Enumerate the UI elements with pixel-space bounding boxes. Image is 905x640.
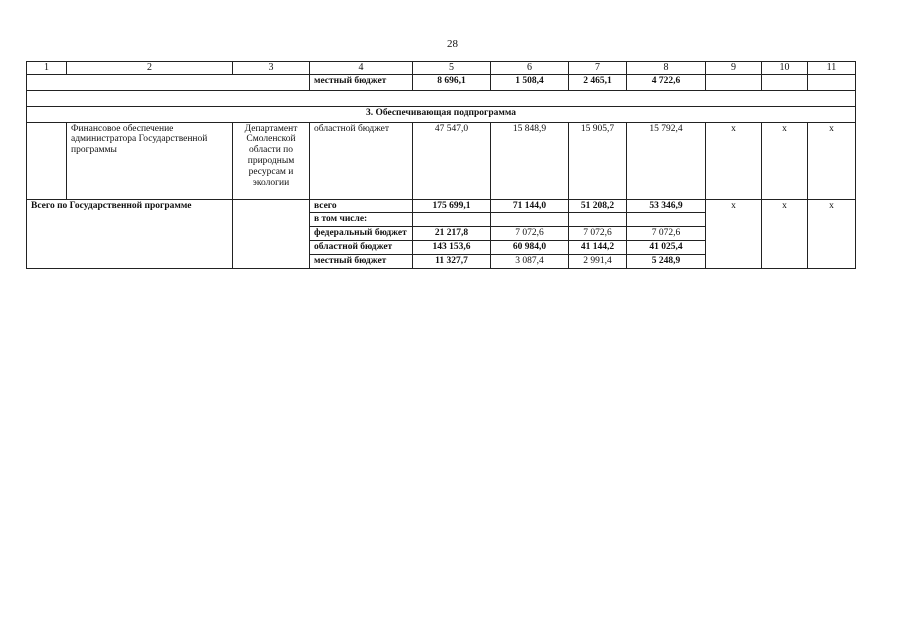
empty-cell <box>762 74 808 90</box>
value-cell: 60 984,0 <box>491 241 569 255</box>
source-cell: всего <box>310 199 413 213</box>
source-cell: местный бюджет <box>310 255 413 269</box>
department: Департамент Смоленской области по природным ресурсам и экологии <box>233 122 310 199</box>
value-cell: 175 699,1 <box>413 199 491 213</box>
column-number: 8 <box>627 62 706 75</box>
value-cell: 41 144,2 <box>569 241 627 255</box>
section-title: 3. Обеспечивающая подпрограмма <box>27 106 856 122</box>
value-cell: 51 208,2 <box>569 199 627 213</box>
table-row <box>27 74 856 90</box>
value-cell: х <box>808 199 856 269</box>
value-cell: х <box>706 199 762 269</box>
empty-cell <box>569 213 627 227</box>
value-cell: х <box>808 122 856 199</box>
program-name: Финансовое обеспечение администратора Государственной программы <box>67 122 233 199</box>
column-number: 2 <box>67 62 233 75</box>
value-cell: 15 848,9 <box>491 122 569 199</box>
column-number: 11 <box>808 62 856 75</box>
table-row <box>27 90 856 106</box>
empty-cell <box>627 213 706 227</box>
column-number: 10 <box>762 62 808 75</box>
source-cell: федеральный бюджет <box>310 227 413 241</box>
empty-cell <box>491 213 569 227</box>
empty-cell <box>27 74 310 90</box>
value-cell: 2 465,1 <box>569 74 627 90</box>
empty-cell <box>27 122 67 199</box>
value-cell: 15 792,4 <box>627 122 706 199</box>
table-row <box>27 199 856 213</box>
value-cell: 8 696,1 <box>413 74 491 90</box>
page-number: 28 <box>447 38 458 50</box>
section-row <box>27 106 856 122</box>
budget-table <box>26 61 856 269</box>
column-number: 7 <box>569 62 627 75</box>
column-number: 5 <box>413 62 491 75</box>
column-number: 1 <box>27 62 67 75</box>
value-cell: 3 087,4 <box>491 255 569 269</box>
empty-cell <box>233 199 310 269</box>
empty-cell <box>27 90 856 106</box>
column-number: 9 <box>706 62 762 75</box>
empty-cell <box>413 213 491 227</box>
value-cell: 5 248,9 <box>627 255 706 269</box>
source-cell: в том числе: <box>310 213 413 227</box>
table-row <box>27 122 856 199</box>
column-number: 6 <box>491 62 569 75</box>
value-cell: 71 144,0 <box>491 199 569 213</box>
empty-cell <box>706 74 762 90</box>
value-cell: 7 072,6 <box>627 227 706 241</box>
value-cell: х <box>762 199 808 269</box>
source-cell: областной бюджет <box>310 122 413 199</box>
value-cell: х <box>762 122 808 199</box>
value-cell: 53 346,9 <box>627 199 706 213</box>
value-cell: 21 217,8 <box>413 227 491 241</box>
value-cell: 1 508,4 <box>491 74 569 90</box>
empty-cell <box>808 74 856 90</box>
value-cell: 15 905,7 <box>569 122 627 199</box>
value-cell: 2 991,4 <box>569 255 627 269</box>
column-number: 3 <box>233 62 310 75</box>
value-cell: 7 072,6 <box>491 227 569 241</box>
value-cell: 11 327,7 <box>413 255 491 269</box>
value-cell: 4 722,6 <box>627 74 706 90</box>
value-cell: 47 547,0 <box>413 122 491 199</box>
source-cell: местный бюджет <box>310 74 413 90</box>
column-numbers-row <box>27 62 856 75</box>
source-cell: областной бюджет <box>310 241 413 255</box>
value-cell: х <box>706 122 762 199</box>
value-cell: 7 072,6 <box>569 227 627 241</box>
value-cell: 41 025,4 <box>627 241 706 255</box>
column-number: 4 <box>310 62 413 75</box>
total-label: Всего по Государственной программе <box>27 199 233 269</box>
value-cell: 143 153,6 <box>413 241 491 255</box>
